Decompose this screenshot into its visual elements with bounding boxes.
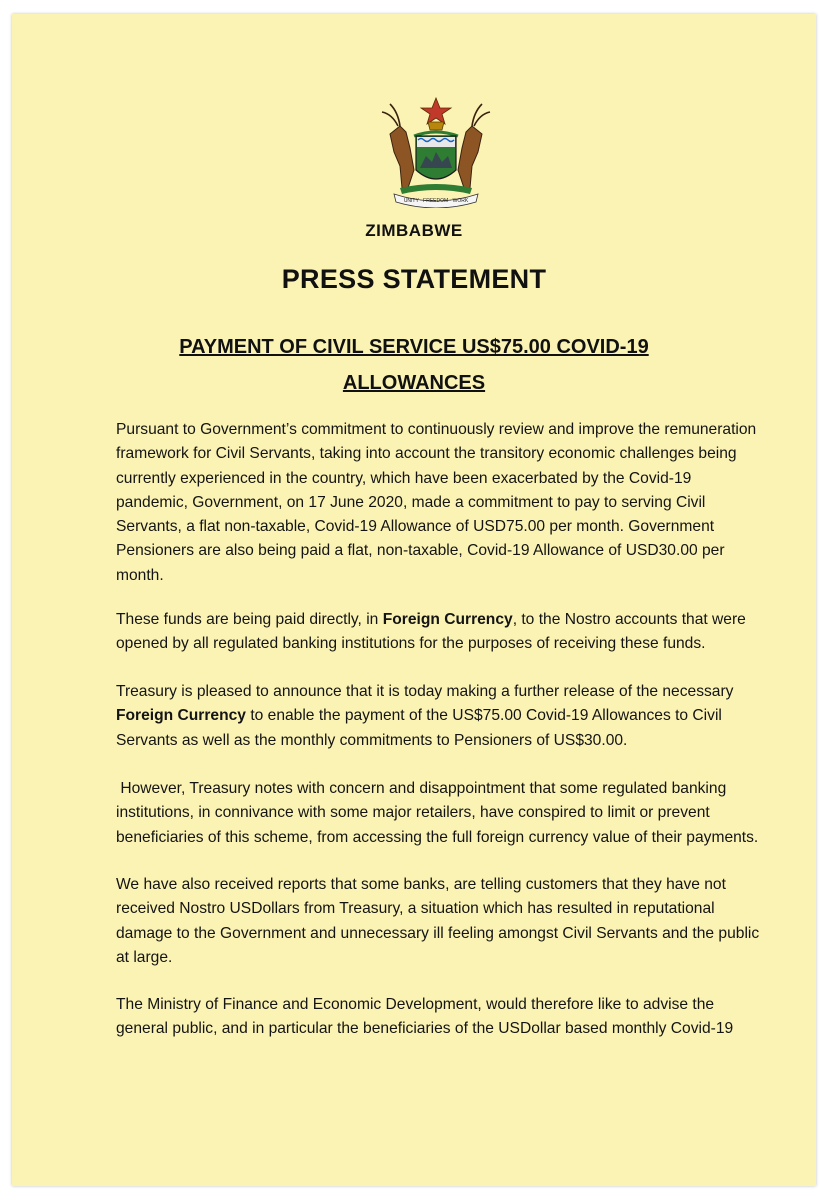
text-line: Pursuant to Government’s commitment to continuously review and improve the remuneration <box>116 421 757 438</box>
text-line: at large. <box>116 948 173 966</box>
paragraph-ministry-advice <box>116 993 768 1042</box>
text-segment: to enable the payment of the US$75.00 Covid-19 Allowances to Civil <box>245 707 722 725</box>
text-line: We have also received reports that some banks, are telling customers that they have not <box>116 876 726 893</box>
text-line: framework for Civil Servants, taking into account the transitory economic challenges being <box>116 445 737 463</box>
headline-line-1: PAYMENT OF CIVIL SERVICE US$75.00 COVID-19 <box>179 336 649 358</box>
text-line: general public, and in particular the beneficiaries of the USDollar based monthly Covid-19 <box>116 1020 734 1038</box>
headline-line-2: ALLOWANCES <box>342 372 486 394</box>
text-line: beneficiaries of this scheme, from accessing the full foreign currency value of their payments. <box>116 828 759 846</box>
text-line: pandemic, Government, on 17 June 2020, made a commitment to pay to serving Civil <box>116 493 706 511</box>
text-segment: , to the Nostro accounts that were <box>512 611 746 628</box>
bold-text-foreign-currency: Foreign Currency <box>382 611 513 628</box>
text-segment: These funds are being paid directly, in <box>116 611 383 628</box>
paragraph-funds-payment <box>116 608 768 657</box>
text-line: institutions, in connivance with some major retailers, have conspired to limit or prevent <box>116 804 710 822</box>
document-type-heading: PRESS STATEMENT <box>281 264 547 294</box>
paragraph-bank-reports <box>116 873 768 970</box>
paragraph-treasury-release <box>116 680 768 753</box>
text-line: currently experienced in the country, which have been exacerbated by the Covid-19 <box>116 469 692 487</box>
svg-text:UNITY · FREEDOM · WORK: UNITY · FREEDOM · WORK <box>403 198 469 204</box>
text-line: The Ministry of Finance and Economic Development, would therefore like to advise the <box>116 996 715 1013</box>
text-line: opened by all regulated banking institutions for the purposes of receiving these funds. <box>116 635 706 653</box>
bold-text-foreign-currency: Foreign Currency <box>116 707 246 725</box>
paragraph-treasury-concern <box>116 777 768 850</box>
text-line <box>116 608 768 632</box>
text-line: damage to the Government and unnecessary ill feeling amongst Civil Servants and the public <box>116 924 760 942</box>
text-line: month. <box>116 566 164 584</box>
text-line: Pensioners are also being paid a flat, non-taxable, Covid-19 Allowance of USD30.00 per <box>116 542 725 560</box>
text-line <box>116 704 768 728</box>
paragraph-remuneration-commitment <box>116 418 768 588</box>
text-line: received Nostro USDollars from Treasury, a situation which has resulted in reputational <box>116 900 715 918</box>
text-line: However, Treasury notes with concern and disappointment that some regulated banking <box>116 780 727 797</box>
text-line: Treasury is pleased to announce that it is today making a further release of the necessary <box>116 683 734 700</box>
text-line: Servants as well as the monthly commitments to Pensioners of US$30.00. <box>116 731 628 749</box>
text-line: Servants, a flat non-taxable, Covid-19 Allowance of USD75.00 per month. Government <box>116 518 715 536</box>
coat-of-arms-emblem <box>370 96 502 208</box>
country-name: ZIMBABWE <box>365 221 463 240</box>
press-statement-page <box>12 14 816 1186</box>
